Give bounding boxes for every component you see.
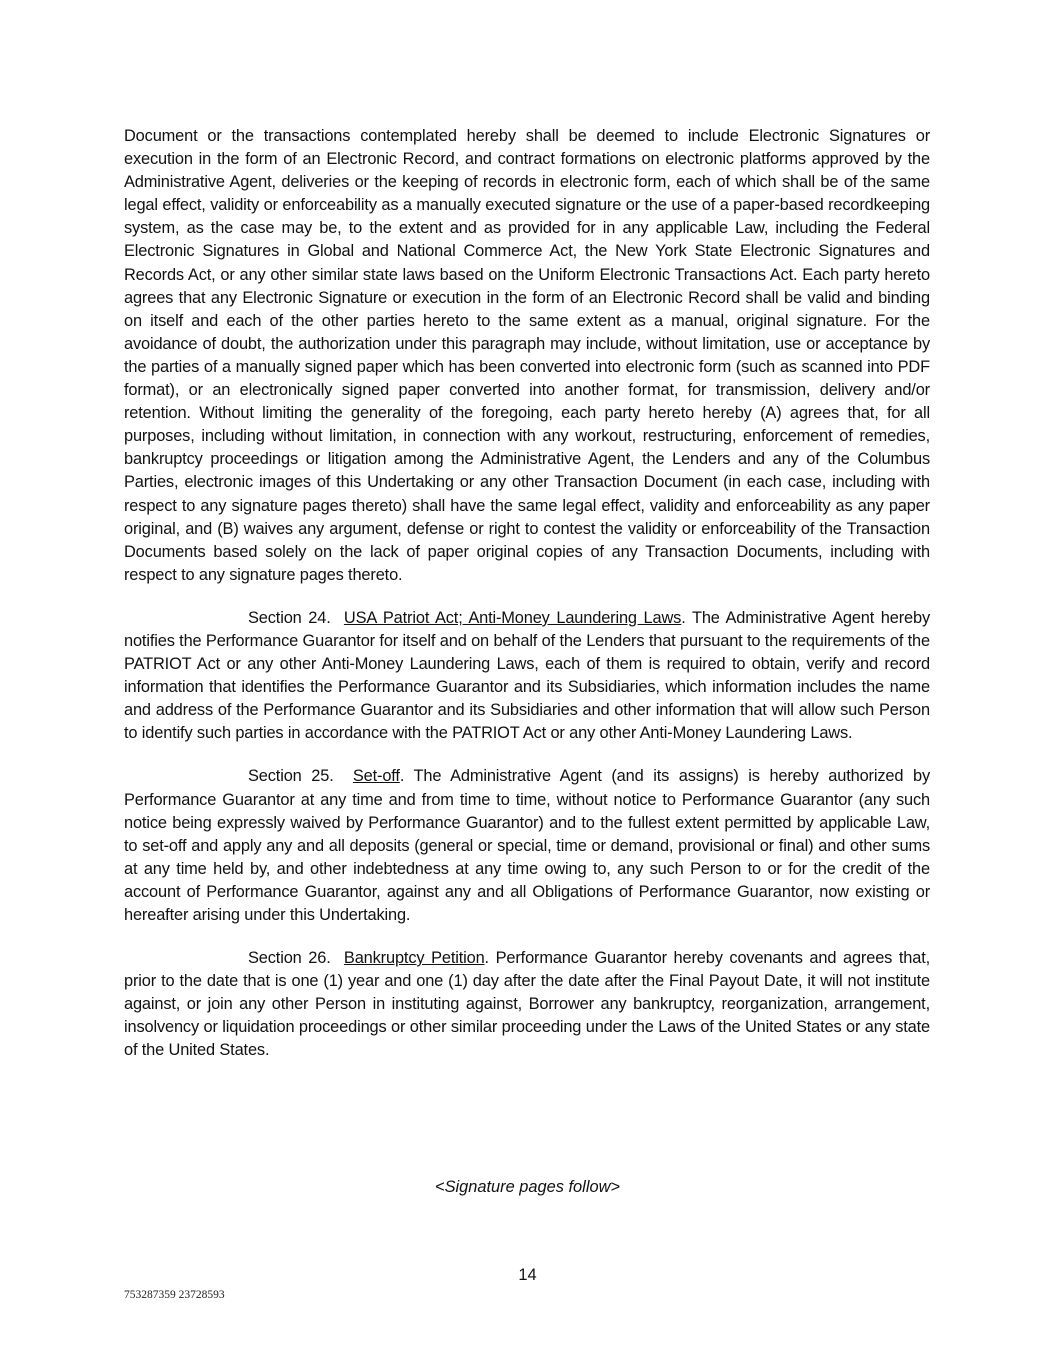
section-26-heading: Bankruptcy Petition xyxy=(343,949,485,968)
opening-paragraph: Document or the transactions contemplated hereby shall be deemed to include Electronic Signatures or execution in the form of an Electronic Record, and contract formations on electronic platforms approved by the Administrative Agent, deliveries or the keeping of records in electronic form, each of which shall be of the same legal effect, validity or enforceability as a manually executed signature or the use of a paper-based recordkeeping system, as the case may be, to the extent and as provided for in any applicable Law, including the Federal Electronic Signatures in Global and National Commerce Act, the New York State Electronic Signatures and Records Act, or any other similar state laws based on the Uniform Electronic Transactions Act. Each party hereto agrees that any Electronic Signature or execution in the form of an Electronic Record shall be valid and binding on itself and each of the other parties hereto to the same extent as a manual, original signature. For the avoidance of doubt, the authorization under this paragraph may include, without limitation, use or acceptance by the parties of a manually signed paper which has been converted into electronic form (such as scanned into PDF format), or an electronically signed paper converted into another format, for transmission, delivery and/or retention. Without limiting the generality of the foregoing, each party hereto hereby (A) agrees that, for all purposes, including without limitation, in connection with any workout, restructuring, enforcement of remedies, bankruptcy proceedings or litigation among the Administrative Agent, the Lenders and any of the Columbus Parties, electronic images of this Undertaking or any other Transaction Document (in each case, including with respect to any signature pages thereto) shall have the same legal effect, validity and enforceability as any paper original, and (B) waives any argument, defense or right to contest the validity or enforceability of the Transaction Documents based solely on the lack of paper original copies of any Transaction Documents, including with respect to any signature pages thereto. xyxy=(124,127,930,584)
section-26-paragraph xyxy=(124,947,930,1062)
page-number: 14 xyxy=(518,1266,537,1284)
document-body xyxy=(124,125,930,1083)
section-25-number: Section 25. xyxy=(248,767,334,786)
section-24-text: . The Administrative Agent hereby notifies the Performance Guarantor for itself and on behalf of the Lenders that pursuant to the requirements of the PATRIOT Act or any other Anti-Money Laundering Laws, each of them is required to obtain, verify and record information that identifies the Performance Guarantor and its Subsidiaries, which information includes the name and address of the Performance Guarantor and its Subsidiaries and other information that will allow such Person to identify such parties in accordance with the PATRIOT Act or any other Anti-Money Laundering Laws. xyxy=(124,608,931,743)
section-24-number: Section 24. xyxy=(248,608,331,627)
section-25-heading: Set-off xyxy=(352,767,400,786)
section-24-paragraph xyxy=(124,607,930,746)
section-26-text: . Performance Guarantor hereby covenants and agrees that, prior to the date that is one (1) year and one (1) day after the date after the Final Payout Date, it will not institute against, or join any other Person in instituting against, Borrower any bankruptcy, reorganization, arrangement, insolvency or liquidation proceedings or other similar proceeding under the Laws of the United States or any state of the United States. xyxy=(124,949,930,1060)
section-25-paragraph xyxy=(124,765,930,927)
document-id: 753287359 23728593 xyxy=(124,1289,225,1301)
section-26-number: Section 26. xyxy=(248,949,331,968)
section-24-heading: USA Patriot Act; Anti-Money Laundering Laws xyxy=(343,608,682,627)
signature-pages-note: <Signature pages follow> xyxy=(435,1178,620,1196)
section-25-text: . The Administrative Agent (and its assigns) is hereby authorized by Performance Guarantor at any time and from time to time, without notice to Performance Guarantor (any such notice being expressly waived by Performance Guarantor) and to the fullest extent permitted by applicable Law, to set-off and apply any and all deposits (general or special, time or demand, provisional or final) and other sums at any time held by, and other indebtedness at any time owing to, any such Person to or for the credit of the account of Performance Guarantor, against any and all Obligations of Performance Guarantor, now existing or hereafter arising under this Undertaking. xyxy=(124,767,930,924)
